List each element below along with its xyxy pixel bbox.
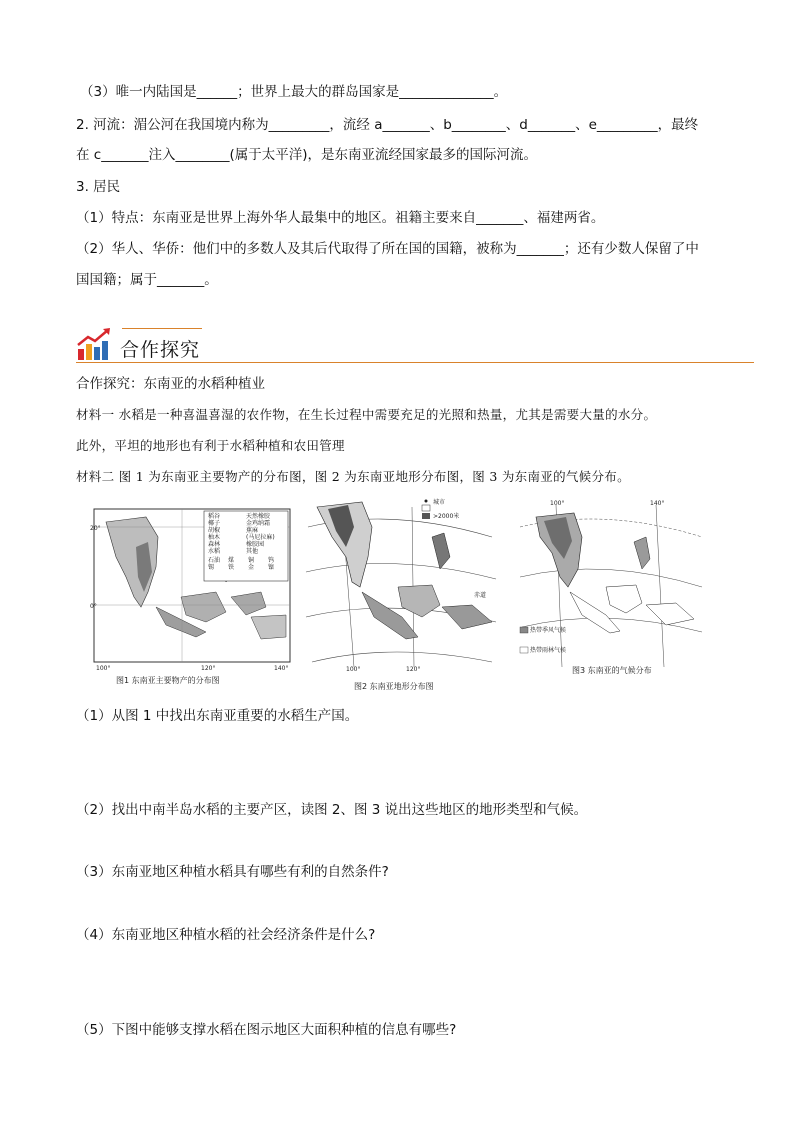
material-one-cont: 此外，平坦的地形也有利于水稻种植和农田管理 — [76, 438, 345, 453]
fig1-legend-16: 铜 — [248, 557, 255, 564]
fig1-legend-12: 石油 — [208, 557, 221, 564]
fig1-legend-15: 铁 — [228, 564, 235, 571]
fig3-lon-100: 100° — [550, 500, 565, 507]
fig1-legend-13: 锡 — [208, 564, 215, 571]
material-one: 材料一 水稻是一种喜温喜湿的农作物，在生长过程中需要充足的光照和热量，尤其是需要大量的水分。 — [76, 407, 657, 422]
fig1-lon-120: 120° — [201, 665, 216, 672]
figure-1-caption: 图1 东南亚主要物产的分布图 — [116, 676, 220, 685]
question-1: （1）从图 1 中找出东南亚重要的水稻生产国。 — [76, 708, 359, 724]
fig1-legend-8: 蕉麻 — [246, 527, 259, 534]
question-2: （2）找出中南半岛水稻的主要产区，读图 2、图 3 说出这些地区的地形类型和气候。 — [76, 802, 588, 818]
fig2-lon-100: 100° — [346, 666, 361, 673]
text-line-overseas-chinese: （2）华人、华侨：他们中的多数人及其后代取得了所在国的国籍，被称为_______；还有少数人保留了中 — [76, 241, 699, 257]
climate-map-image — [516, 497, 706, 675]
question-4: （4）东南亚地区种植水稻的社会经济条件是什么? — [76, 927, 376, 943]
fig1-legend-5: 水稻 — [208, 548, 221, 555]
figures-strip — [86, 497, 706, 693]
header-underline — [76, 362, 754, 364]
section-header — [76, 323, 754, 363]
terrain-map-image — [302, 497, 498, 675]
text-line-features: （1）特点：东南亚是世界上海外华人最集中的地区。祖籍主要来自_______、福建两省。 — [76, 210, 605, 226]
products-map-image — [86, 497, 294, 675]
text-line-landlocked: （3）唯一内陆国是______；世界上最大的群岛国家是______________。 — [80, 84, 508, 100]
fig1-legend-10: 橡胶园 — [246, 541, 265, 548]
fig1-legend-14: 煤 — [228, 557, 235, 564]
fig1-lon-100: 100° — [96, 665, 111, 672]
fig1-legend-18: 钨 — [268, 557, 275, 564]
chart-growth-icon — [76, 327, 112, 361]
question-3: （3）东南亚地区种植水稻具有哪些有利的自然条件? — [76, 864, 389, 880]
figure-2-terrain-map — [302, 497, 498, 693]
fig3-legend-rainforest: 热带雨林气候 — [530, 647, 567, 654]
fig2-equator: 赤道 — [474, 592, 487, 599]
figure-2-caption: 图2 东南亚地形分布图 — [354, 682, 434, 691]
fig1-legend-11: 其他 — [246, 548, 259, 555]
text-line-mekong-cont: 在 c_______注入________(属于太平洋)，是东南亚流经国家最多的国际河流。 — [76, 147, 537, 163]
fig1-lat-0: 0° — [90, 603, 97, 610]
fig1-legend-4: 森林 — [208, 541, 221, 548]
fig1-lon-140: 140° — [274, 665, 289, 672]
fig1-legend-7: 金鸡纳霜 — [246, 520, 271, 527]
fig1-legend-9: (马尼拉麻) — [246, 534, 275, 541]
text-line-mekong: 2. 河流：湄公河在我国境内称为_________，流经 a_______、b________、d_______、e_________，最终 — [76, 117, 699, 133]
inquiry-topic: 合作探究：东南亚的水稻种植业 — [76, 376, 265, 392]
fig1-legend-2: 胡椒 — [208, 527, 221, 534]
header-top-rule — [122, 328, 202, 329]
fig1-lat-20: 20° — [90, 525, 101, 532]
fig3-legend-monsoon: 热带季风气候 — [530, 627, 567, 634]
fig1-legend-0: 稻谷 — [208, 513, 221, 520]
text-line-residents: 3. 居民 — [76, 179, 121, 195]
fig1-legend-6: 天然橡胶 — [246, 513, 271, 520]
figure-1-products-map — [86, 497, 294, 693]
fig2-legend-elev: >2000米 — [433, 513, 460, 520]
figure-3-climate-map — [516, 497, 706, 693]
fig1-legend-17: 金 — [248, 564, 255, 571]
fig1-legend-1: 椰子 — [208, 520, 221, 527]
fig3-lon-140: 140° — [650, 500, 665, 507]
section-title: 合作探究 — [120, 339, 201, 361]
material-two: 材料二 图 1 为东南亚主要物产的分布图，图 2 为东南亚地形分布图，图 3 为东南亚的气候分布。 — [76, 469, 630, 484]
question-5: （5）下图中能够支撑水稻在图示地区大面积种植的信息有哪些? — [76, 1022, 457, 1038]
text-line-nationality: 国国籍；属于_______。 — [76, 272, 218, 288]
fig2-legend-city: 城市 — [433, 499, 446, 506]
fig1-legend-3: 柚木 — [208, 534, 221, 541]
fig1-legend-19: 镍 — [268, 564, 275, 571]
fig2-lon-120: 120° — [406, 666, 421, 673]
figure-3-caption: 图3 东南亚的气候分布 — [572, 666, 652, 675]
